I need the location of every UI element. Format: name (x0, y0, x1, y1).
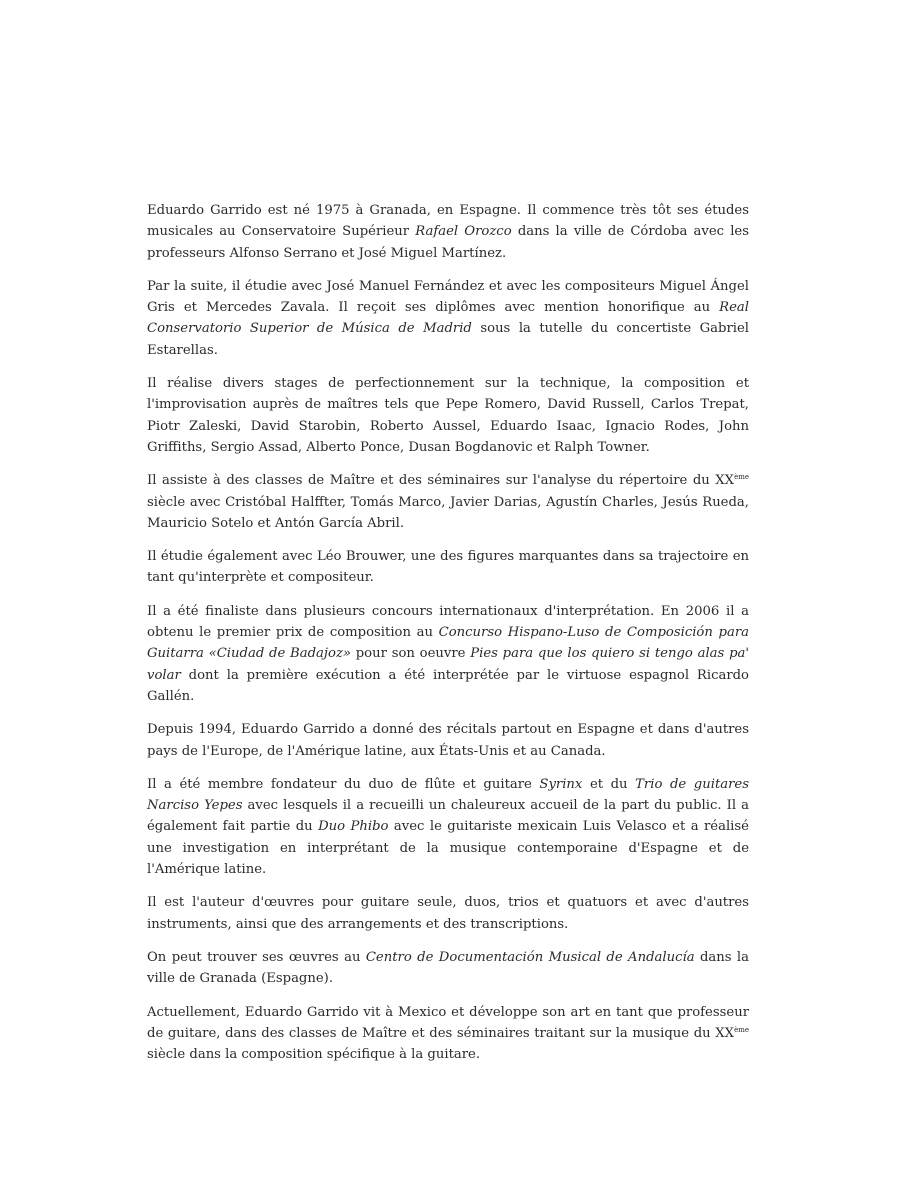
text-run: Eduardo Garrido est né 1975 à Granada, en Espagne. Il commence très tôt ses études musicales au Conservatoire Supérieur (147, 203, 749, 240)
paragraph-birth-education (147, 200, 749, 264)
italic-archive-name: Centro de Documentación Musical de Andalucía (365, 949, 695, 965)
paragraph-archive (147, 947, 749, 990)
text-run: Il assiste à des classes de Maître et des séminaires sur l'analyse du répertoire du XX (147, 473, 735, 489)
italic-work-title: Pies para que los quiero si tengo alas pa' volar (147, 646, 750, 683)
italic-conservatory-name: Real Conservatorio Superior de Música de Madrid (147, 300, 749, 337)
superscript-ordinal: ème (734, 473, 749, 482)
text-run: et du (582, 776, 636, 792)
text-run: Par la suite, il étudie avec José Manuel Fernández et avec les compositeurs Miguel Ángel Gris et Mercedes Zavala. Il reçoit ses diplômes avec mention honorifique au (147, 278, 749, 316)
italic-competition-name: Concurso Hispano-Luso de Composición para Guitarra «Ciudad de Badajoz» (147, 625, 749, 662)
text-run: dont la première exécution a été interprétée par le virtuose espagnol Ricardo Gallén. (147, 667, 749, 704)
superscript-ordinal: ème (734, 1025, 749, 1034)
text-run: siècle dans la composition spécifique à la guitare. (147, 1047, 481, 1063)
text-run: avec lesquels il a recueilli un chaleureux accueil de la part du public. Il a également fait partie du (147, 798, 749, 835)
biography-text (147, 200, 749, 1065)
text-run: dans la ville de Córdoba avec les professeurs Alfonso Serrano et José Miguel Martínez. (147, 224, 749, 261)
text-run: dans la ville de Granada (Espagne). (147, 949, 749, 987)
paragraph-masterclasses (147, 373, 749, 458)
text-run: sous la tutelle du concertiste Gabriel Estarellas. (147, 321, 749, 358)
text-run: avec le guitariste mexicain Luis Velasco et a réalisé une investigation en interprétant de la musique contemporaine d'Espagne et de l'Amérique latine. (147, 819, 749, 878)
paragraph-ensembles (147, 774, 749, 880)
paragraph-recitals (147, 719, 749, 762)
paragraph-seminars (147, 470, 749, 534)
text-run: Il a été finaliste dans plusieurs concours internationaux d'interprétation. En 2006 il a obtenu le premier prix de composition au (147, 603, 749, 641)
text-run: pour son oeuvre (350, 646, 471, 662)
text-run: Actuellement, Eduardo Garrido vit à Mexico et développe son art en tant que professeur de guitare, dans des classes de Maître et des séminaires traitant sur la musique du XX (147, 1004, 749, 1041)
text-run: siècle avec Cristóbal Halffter, Tomás Marco, Javier Darias, Agustín Charles, Jesús Rueda, Mauricio Sotelo et Antón García Abril. (147, 494, 749, 531)
paragraph-diplomas (147, 276, 749, 361)
paragraph-works (147, 892, 749, 935)
paragraph-current (147, 1002, 749, 1066)
italic-ensemble-name: Trio de guitares Narciso Yepes (147, 776, 749, 814)
paragraph-brouwer (147, 546, 749, 589)
italic-ensemble-name: Syrinx (539, 776, 583, 792)
text-run: Il est l'auteur d'œuvres pour guitare seule, duos, trios et quatuors et avec d'autres instruments, ainsi que des arrangements et des transcriptions. (147, 895, 749, 932)
text-run: On peut trouver ses œuvres au (147, 949, 366, 965)
text-run: Il réalise divers stages de perfectionnement sur la technique, la composition et l'improvisation auprès de maîtres tels que Pepe Romero, David Russell, Carlos Trepat, Piotr Zaleski, David Starobin, Roberto Aussel, Eduardo Isaac, Ignacio Rodes, John Griffiths, Sergio Assad, Alberto Ponce, Dusan Bogdanovic et Ralph Towner. (147, 376, 749, 455)
italic-conservatory-name: Rafael Orozco (415, 224, 512, 240)
italic-ensemble-name: Duo Phibo (318, 819, 389, 835)
paragraph-competitions (147, 601, 749, 707)
text-run: Il étudie également avec Léo Brouwer, une des figures marquantes dans sa trajectoire en tant qu'interprète et compositeur. (147, 549, 749, 586)
text-run: Depuis 1994, Eduardo Garrido a donné des récitals partout en Espagne et dans d'autres pays de l'Europe, de l'Amérique latine, aux États-Unis et au Canada. (147, 722, 749, 759)
text-run: Il a été membre fondateur du duo de flûte et guitare (147, 776, 540, 792)
